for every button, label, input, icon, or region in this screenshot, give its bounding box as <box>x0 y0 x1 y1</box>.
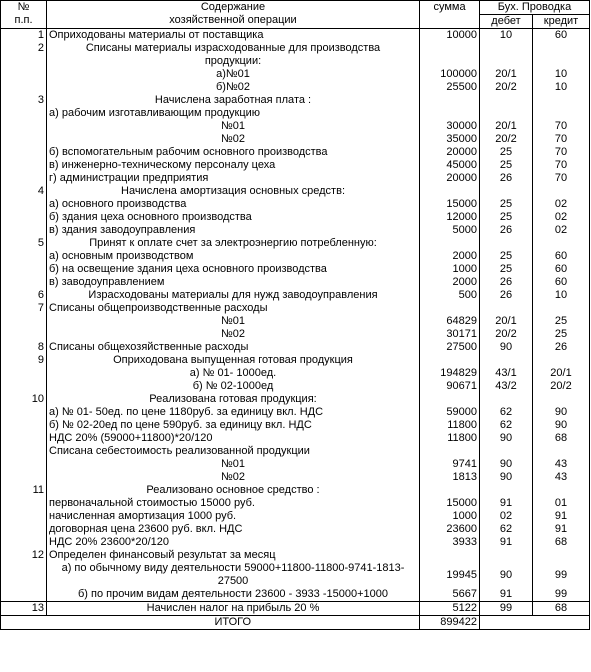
row-sum: 23600 <box>420 523 480 536</box>
row-sum: 15000 <box>420 497 480 510</box>
row-sum: 194829 <box>420 367 480 380</box>
header-description: Содержание хозяйственной операции <box>47 1 420 29</box>
row-description: НДС 20% 23600*20/120 <box>47 536 420 549</box>
table-row <box>1 29 590 43</box>
row-number <box>1 445 47 458</box>
row-credit <box>533 302 590 315</box>
row-debit: 62 <box>480 523 533 536</box>
row-description: б)№02 <box>47 81 420 94</box>
row-number: 11 <box>1 484 47 497</box>
row-number: 3 <box>1 94 47 107</box>
row-debit: 25 <box>480 250 533 263</box>
row-sum <box>420 107 480 120</box>
row-sum: 3933 <box>420 536 480 549</box>
row-sum: 12000 <box>420 211 480 224</box>
row-sum: 1813 <box>420 471 480 484</box>
row-debit: 10 <box>480 29 533 43</box>
row-description: а) основного производства <box>47 198 420 211</box>
row-debit: 91 <box>480 588 533 602</box>
row-description: б) № 02-20ед по цене 590руб. за единицу вкл. НДС <box>47 419 420 432</box>
row-debit <box>480 42 533 55</box>
row-sum: 9741 <box>420 458 480 471</box>
row-sum: 11800 <box>420 419 480 432</box>
table-row <box>1 549 590 562</box>
row-debit: 20/2 <box>480 81 533 94</box>
table-row <box>1 185 590 198</box>
table-row <box>1 198 590 211</box>
row-description: а) основным производством <box>47 250 420 263</box>
row-credit: 70 <box>533 133 590 146</box>
row-number <box>1 562 47 588</box>
row-credit: 25 <box>533 328 590 341</box>
row-description: №01 <box>47 315 420 328</box>
row-credit <box>533 107 590 120</box>
row-number: 9 <box>1 354 47 367</box>
row-debit: 26 <box>480 289 533 302</box>
journal-body <box>1 29 590 630</box>
row-description: б) вспомогательным рабочим основного производства <box>47 146 420 159</box>
row-description: Начислен налог на прибыль 20 % <box>47 602 420 616</box>
row-description: г) администрации предприятия <box>47 172 420 185</box>
row-sum: 1000 <box>420 263 480 276</box>
row-debit <box>480 354 533 367</box>
row-sum: 30000 <box>420 120 480 133</box>
row-description: Списана себестоимость реализованной продукции <box>47 445 420 458</box>
row-number <box>1 120 47 133</box>
row-description: №01 <box>47 458 420 471</box>
row-credit <box>533 42 590 55</box>
row-credit <box>533 549 590 562</box>
row-debit: 02 <box>480 510 533 523</box>
row-sum: 20000 <box>420 146 480 159</box>
row-description: Оприходована выпущенная готовая продукция <box>47 354 420 367</box>
row-number <box>1 68 47 81</box>
row-sum: 45000 <box>420 159 480 172</box>
row-description: Определен финансовый результат за месяц <box>47 549 420 562</box>
row-sum: 500 <box>420 289 480 302</box>
row-debit: 20/1 <box>480 315 533 328</box>
row-debit: 62 <box>480 406 533 419</box>
row-debit <box>480 55 533 68</box>
table-row <box>1 432 590 445</box>
row-description: начисленная амортизация 1000 руб. <box>47 510 420 523</box>
row-number <box>1 367 47 380</box>
row-debit: 20/2 <box>480 133 533 146</box>
row-debit: 90 <box>480 458 533 471</box>
row-number: 1 <box>1 29 47 43</box>
row-credit: 91 <box>533 523 590 536</box>
table-row <box>1 133 590 146</box>
table-row <box>1 94 590 107</box>
row-number <box>1 536 47 549</box>
row-credit: 60 <box>533 263 590 276</box>
table-row <box>1 237 590 250</box>
row-credit <box>533 55 590 68</box>
row-description: продукции: <box>47 55 420 68</box>
row-credit: 91 <box>533 510 590 523</box>
row-number <box>1 107 47 120</box>
row-debit: 20/1 <box>480 120 533 133</box>
row-number <box>1 159 47 172</box>
row-description: Списаны общехозяйственные расходы <box>47 341 420 354</box>
total-spacer <box>1 616 47 630</box>
table-row <box>1 276 590 289</box>
row-credit: 60 <box>533 276 590 289</box>
row-description: Реализована готовая продукция: <box>47 393 420 406</box>
table-row <box>1 224 590 237</box>
table-row <box>1 497 590 510</box>
row-description: Списаны общепроизводственные расходы <box>47 302 420 315</box>
table-row <box>1 536 590 549</box>
total-sum: 899422 <box>420 616 480 630</box>
row-number: 13 <box>1 602 47 616</box>
row-description: в) здания заводоуправления <box>47 224 420 237</box>
row-debit: 43/1 <box>480 367 533 380</box>
row-debit: 90 <box>480 471 533 484</box>
row-debit: 91 <box>480 536 533 549</box>
table-row <box>1 458 590 471</box>
row-number <box>1 224 47 237</box>
table-row <box>1 302 590 315</box>
table-row <box>1 211 590 224</box>
row-credit: 43 <box>533 471 590 484</box>
row-credit: 90 <box>533 406 590 419</box>
total-row <box>1 616 590 630</box>
table-row <box>1 146 590 159</box>
table-row <box>1 367 590 380</box>
row-number <box>1 276 47 289</box>
row-credit: 60 <box>533 250 590 263</box>
row-debit <box>480 445 533 458</box>
row-credit: 99 <box>533 588 590 602</box>
row-number <box>1 380 47 393</box>
table-row <box>1 445 590 458</box>
row-sum <box>420 237 480 250</box>
table-row <box>1 55 590 68</box>
total-debit-empty <box>480 616 533 630</box>
row-debit: 90 <box>480 562 533 588</box>
row-debit <box>480 393 533 406</box>
row-debit <box>480 107 533 120</box>
header-number: № п.п. <box>1 1 47 29</box>
table-row <box>1 380 590 393</box>
row-credit <box>533 185 590 198</box>
row-description: Реализовано основное средство : <box>47 484 420 497</box>
row-sum: 10000 <box>420 29 480 43</box>
row-description: Начислена амортизация основных средств: <box>47 185 420 198</box>
row-sum: 5122 <box>420 602 480 616</box>
row-debit: 99 <box>480 602 533 616</box>
row-sum: 2000 <box>420 250 480 263</box>
table-row <box>1 419 590 432</box>
row-debit: 20/2 <box>480 328 533 341</box>
row-debit: 90 <box>480 341 533 354</box>
table-row <box>1 588 590 602</box>
row-number <box>1 406 47 419</box>
table-row <box>1 471 590 484</box>
table-row <box>1 393 590 406</box>
row-credit: 90 <box>533 419 590 432</box>
row-debit <box>480 484 533 497</box>
row-number <box>1 55 47 68</box>
row-description: Списаны материалы израсходованные для производства <box>47 42 420 55</box>
row-debit: 43/2 <box>480 380 533 393</box>
row-number: 12 <box>1 549 47 562</box>
row-number <box>1 172 47 185</box>
row-sum: 35000 <box>420 133 480 146</box>
row-number <box>1 263 47 276</box>
row-credit: 70 <box>533 146 590 159</box>
total-label: ИТОГО <box>47 616 420 630</box>
row-number <box>1 328 47 341</box>
row-description: НДС 20% (59000+11800)*20/120 <box>47 432 420 445</box>
header-posting: Бух. Проводка <box>480 1 590 15</box>
row-credit: 70 <box>533 172 590 185</box>
row-sum <box>420 484 480 497</box>
row-sum <box>420 42 480 55</box>
row-credit: 68 <box>533 602 590 616</box>
table-row <box>1 159 590 172</box>
row-debit: 90 <box>480 432 533 445</box>
table-row <box>1 68 590 81</box>
table-row <box>1 406 590 419</box>
row-credit: 20/2 <box>533 380 590 393</box>
row-sum: 1000 <box>420 510 480 523</box>
table-row <box>1 562 590 588</box>
row-number: 8 <box>1 341 47 354</box>
row-debit: 25 <box>480 159 533 172</box>
row-number: 7 <box>1 302 47 315</box>
row-credit <box>533 237 590 250</box>
table-row <box>1 263 590 276</box>
row-number <box>1 523 47 536</box>
row-number <box>1 471 47 484</box>
row-sum: 20000 <box>420 172 480 185</box>
row-number <box>1 198 47 211</box>
row-debit: 62 <box>480 419 533 432</box>
row-debit: 25 <box>480 263 533 276</box>
table-row <box>1 523 590 536</box>
row-description: №02 <box>47 133 420 146</box>
row-sum <box>420 393 480 406</box>
row-credit <box>533 445 590 458</box>
row-sum <box>420 445 480 458</box>
row-sum <box>420 185 480 198</box>
row-sum: 15000 <box>420 198 480 211</box>
row-sum <box>420 549 480 562</box>
row-sum: 11800 <box>420 432 480 445</box>
row-description: б) на освещение здания цеха основного производства <box>47 263 420 276</box>
row-number <box>1 497 47 510</box>
row-number <box>1 510 47 523</box>
row-number <box>1 419 47 432</box>
table-row <box>1 510 590 523</box>
table-row <box>1 81 590 94</box>
row-credit <box>533 94 590 107</box>
row-debit: 26 <box>480 224 533 237</box>
row-sum: 100000 <box>420 68 480 81</box>
row-credit: 02 <box>533 198 590 211</box>
row-credit: 99 <box>533 562 590 588</box>
row-description: №02 <box>47 471 420 484</box>
row-debit <box>480 94 533 107</box>
row-sum: 5667 <box>420 588 480 602</box>
row-debit: 25 <box>480 211 533 224</box>
row-description: Принят к оплате счет за электроэнергию потребленную: <box>47 237 420 250</box>
row-credit: 26 <box>533 341 590 354</box>
row-number <box>1 146 47 159</box>
row-credit: 10 <box>533 289 590 302</box>
row-description: б) здания цеха основного производства <box>47 211 420 224</box>
row-credit: 25 <box>533 315 590 328</box>
row-sum: 27500 <box>420 341 480 354</box>
row-credit: 02 <box>533 211 590 224</box>
row-description: а) № 01- 1000ед. <box>47 367 420 380</box>
row-debit: 26 <box>480 172 533 185</box>
table-row <box>1 172 590 185</box>
row-description: Оприходованы материалы от поставщика <box>47 29 420 43</box>
table-row <box>1 42 590 55</box>
table-row <box>1 289 590 302</box>
row-number <box>1 588 47 602</box>
row-description: Израсходованы материалы для нужд заводоуправления <box>47 289 420 302</box>
row-credit: 20/1 <box>533 367 590 380</box>
row-credit <box>533 354 590 367</box>
row-sum: 2000 <box>420 276 480 289</box>
table-row <box>1 341 590 354</box>
row-description: а) рабочим изготавливающим продукцию <box>47 107 420 120</box>
row-description: первоначальной стоимостью 15000 руб. <box>47 497 420 510</box>
row-description: в) заводоуправлением <box>47 276 420 289</box>
table-row <box>1 315 590 328</box>
row-debit: 25 <box>480 198 533 211</box>
row-description: в) инженерно-техническому персоналу цеха <box>47 159 420 172</box>
table-row <box>1 602 590 616</box>
header-credit: кредит <box>533 15 590 29</box>
row-description: №01 <box>47 120 420 133</box>
row-description: Начислена заработная плата : <box>47 94 420 107</box>
header-row-1 <box>1 1 590 15</box>
row-number: 10 <box>1 393 47 406</box>
table-row <box>1 107 590 120</box>
row-sum: 59000 <box>420 406 480 419</box>
row-description: а) по обычному виду деятельности 59000+11800-11800-9741-1813-27500 <box>47 562 420 588</box>
row-sum <box>420 302 480 315</box>
header-debit: дебет <box>480 15 533 29</box>
row-credit: 70 <box>533 120 590 133</box>
row-number: 6 <box>1 289 47 302</box>
row-sum: 90671 <box>420 380 480 393</box>
row-number: 2 <box>1 42 47 55</box>
row-description: а)№01 <box>47 68 420 81</box>
row-number <box>1 81 47 94</box>
row-credit: 68 <box>533 536 590 549</box>
total-credit-empty <box>533 616 590 630</box>
row-description: б) по прочим видам деятельности 23600 - 3933 -15000+1000 <box>47 588 420 602</box>
row-sum: 30171 <box>420 328 480 341</box>
table-row <box>1 484 590 497</box>
row-credit <box>533 393 590 406</box>
row-number: 4 <box>1 185 47 198</box>
row-number <box>1 211 47 224</box>
row-debit: 20/1 <box>480 68 533 81</box>
table-row <box>1 328 590 341</box>
row-sum: 64829 <box>420 315 480 328</box>
row-credit: 68 <box>533 432 590 445</box>
row-debit: 25 <box>480 146 533 159</box>
row-debit <box>480 302 533 315</box>
header-sum: сумма <box>420 1 480 29</box>
row-credit: 01 <box>533 497 590 510</box>
row-number <box>1 133 47 146</box>
row-debit <box>480 237 533 250</box>
row-credit: 60 <box>533 29 590 43</box>
row-sum: 19945 <box>420 562 480 588</box>
row-sum: 25500 <box>420 81 480 94</box>
row-credit: 43 <box>533 458 590 471</box>
row-description: б) № 02-1000ед <box>47 380 420 393</box>
row-number <box>1 432 47 445</box>
row-debit: 26 <box>480 276 533 289</box>
row-number: 5 <box>1 237 47 250</box>
row-debit <box>480 549 533 562</box>
row-sum <box>420 55 480 68</box>
table-row <box>1 250 590 263</box>
row-sum <box>420 354 480 367</box>
row-description: а) № 01- 50ед. по цене 1180руб. за единицу вкл. НДС <box>47 406 420 419</box>
row-sum <box>420 94 480 107</box>
row-credit: 70 <box>533 159 590 172</box>
row-number <box>1 250 47 263</box>
row-credit <box>533 484 590 497</box>
row-sum: 5000 <box>420 224 480 237</box>
table-row <box>1 354 590 367</box>
row-credit: 10 <box>533 68 590 81</box>
row-description: договорная цена 23600 руб. вкл. НДС <box>47 523 420 536</box>
row-debit: 91 <box>480 497 533 510</box>
row-number <box>1 458 47 471</box>
table-row <box>1 120 590 133</box>
row-debit <box>480 185 533 198</box>
row-credit: 02 <box>533 224 590 237</box>
row-description: №02 <box>47 328 420 341</box>
row-credit: 10 <box>533 81 590 94</box>
row-number <box>1 315 47 328</box>
